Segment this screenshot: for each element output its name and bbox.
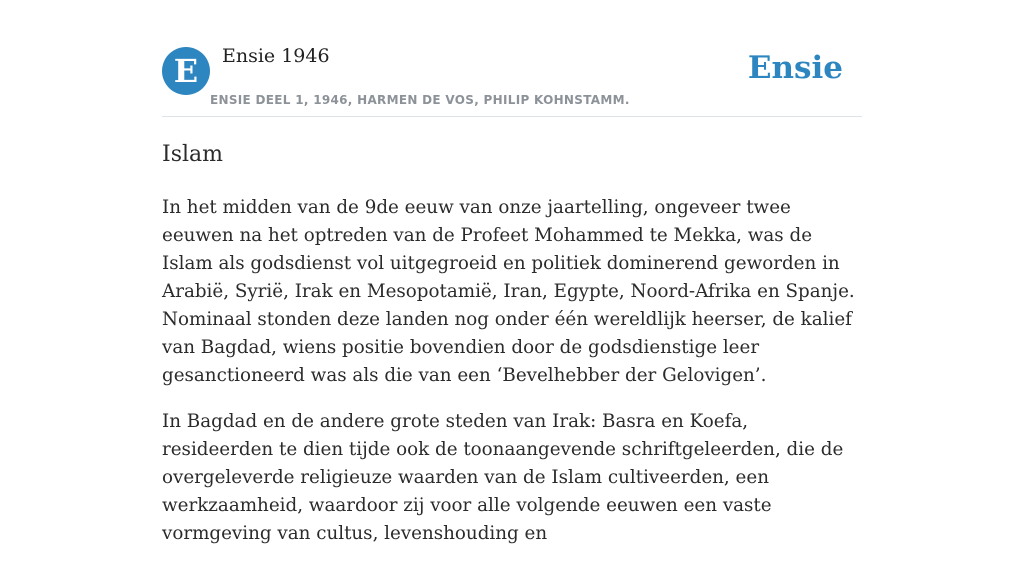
document-title[interactable]: Ensie 1946 [222,45,330,67]
article-title: Islam [162,142,223,167]
document-meta: ENSIE DEEL 1, 1946, HARMEN DE VOS, PHILIP KOHNSTAMM. [210,93,630,107]
article-paragraph-1: In het midden van de 9de eeuw van onze jaartelling, ongeveer twee eeuwen na het optreden van de Profeet Mohammed te Mekka, was de Islam als godsdienst vol uitgegroeid en politiek dominerend geworden in Arabië, Syrië, Irak en Mesopotamië, Iran, Egypte, Noord-Afrika en Spanje. Nominaal stonden deze landen nog onder één wereldlijk heerser, de kalief van Bagdad, wiens positie bovendien door de godsdienstige leer gesanctioneerd was als die van een ‘Bevelhebber der Gelovigen’. [162,197,855,386]
article [162,140,862,566]
page-header [162,0,862,117]
article-paragraph-2: In Bagdad en de andere grote steden van Irak: Basra en Koefa, resideerden te dien tijde ook de toonaangevende schriftgeleerden, die de overgeleverde religieuze waarden van de Islam cultiveerden, een werkzaamheid, waardoor zij voor alle volgende eeuwen een vaste vormgeving van cultus, levenshouding en [162,411,844,544]
ensie-logo-icon[interactable]: E [162,47,210,95]
ensie-brand-link[interactable]: Ensie [747,50,843,86]
